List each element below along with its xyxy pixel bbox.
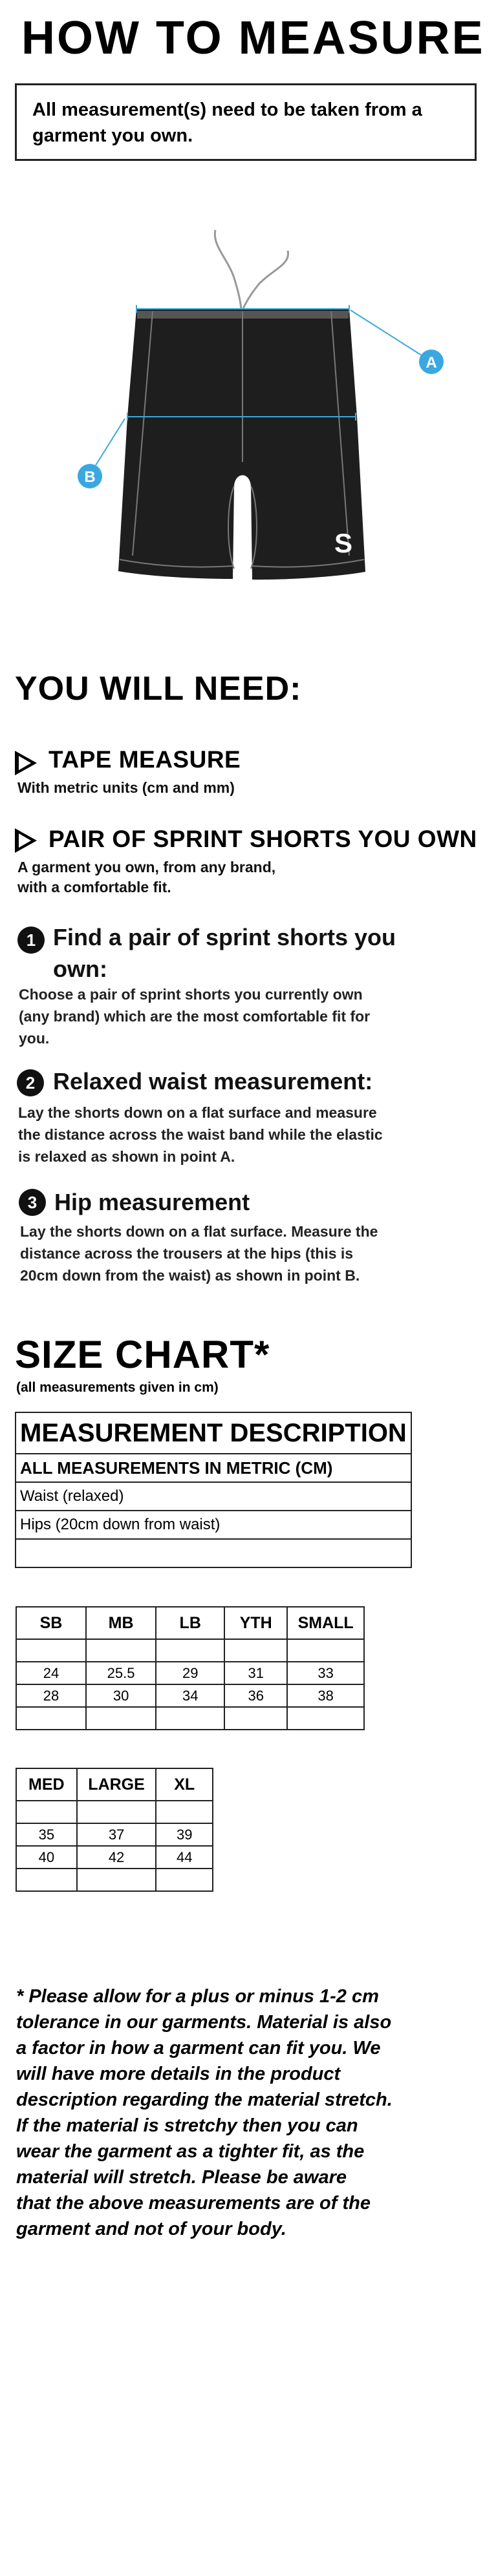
waist-cell: 39 xyxy=(156,1823,213,1846)
notice-line: garment you own. xyxy=(32,125,193,146)
hips-cell: 30 xyxy=(86,1684,156,1707)
size-header-cell: LARGE xyxy=(77,1768,156,1801)
waist-cell: 33 xyxy=(287,1662,364,1684)
empty-cell xyxy=(16,1869,77,1891)
step-number-icon: 2 xyxy=(17,1069,44,1096)
size-header-cell: SB xyxy=(16,1607,86,1639)
disclaimer-line: will have more details in the product xyxy=(16,2064,341,2084)
point-b-label: B xyxy=(84,468,96,486)
hips-cell: 40 xyxy=(16,1846,77,1869)
empty-cell xyxy=(86,1639,156,1662)
point-a-marker xyxy=(419,350,444,374)
hips-cell: 44 xyxy=(156,1846,213,1869)
point-b-marker xyxy=(78,464,102,488)
blank-row xyxy=(16,1639,364,1662)
empty-cell xyxy=(287,1707,364,1730)
step-heading xyxy=(54,1186,250,1218)
step-number-icon: 1 xyxy=(17,927,45,954)
brand-logo: S xyxy=(334,528,353,558)
description-subheader: ALL MEASUREMENTS IN METRIC (CM) xyxy=(16,1454,411,1482)
empty-cell xyxy=(156,1707,224,1730)
disclaimer-line: wear the garment as a tighter fit, as the xyxy=(16,2141,365,2162)
disclaimer-line: garment and not of your body. xyxy=(16,2219,286,2239)
empty-cell xyxy=(224,1707,287,1730)
blank-row xyxy=(16,1801,213,1823)
need-item-heading: PAIR OF SPRINT SHORTS YOU OWN xyxy=(49,826,477,852)
hips-cell: 34 xyxy=(156,1684,224,1707)
point-a-label: A xyxy=(426,354,437,372)
hips-cell: 38 xyxy=(287,1684,364,1707)
size-header-cell: MED xyxy=(16,1768,77,1801)
empty-cell xyxy=(16,1801,77,1823)
notice-box xyxy=(15,83,477,161)
blank-row xyxy=(16,1707,364,1730)
step-heading-line: own: xyxy=(53,956,107,982)
drawstring-icon xyxy=(215,230,288,310)
triangle-bullet-icon xyxy=(15,751,37,775)
step-body-line: Lay the shorts down on a flat surface and measure xyxy=(18,1104,377,1121)
need-item-detail: With metric units (cm and mm) xyxy=(17,779,235,796)
disclaimer-line: tolerance in our garments. Material is also xyxy=(16,2012,392,2033)
hips-row xyxy=(16,1846,213,1869)
hips-cell: 42 xyxy=(77,1846,156,1869)
waist-row xyxy=(16,1662,364,1684)
hips-cell: 36 xyxy=(224,1684,287,1707)
blank-row xyxy=(16,1869,213,1891)
shorts-diagram xyxy=(0,220,496,594)
step-heading-line: Hip measurement xyxy=(54,1189,250,1215)
step-body-line: you. xyxy=(19,1030,50,1047)
empty-cell xyxy=(86,1707,156,1730)
disclaimer-line: material will stretch. Please be aware xyxy=(16,2167,347,2188)
disclaimer-line: If the material is stretchy then you can xyxy=(16,2115,358,2136)
size-chart-heading: SIZE CHART* xyxy=(15,1333,270,1376)
need-item-detail: A garment you own, from any brand, xyxy=(17,859,276,875)
empty-cell xyxy=(77,1801,156,1823)
empty-cell xyxy=(77,1869,156,1891)
step-heading xyxy=(53,1065,372,1097)
step-heading-line: Find a pair of sprint shorts you xyxy=(53,924,396,950)
waist-cell: 31 xyxy=(224,1662,287,1684)
description-row xyxy=(16,1539,411,1567)
size-chart-subtitle: (all measurements given in cm) xyxy=(16,1380,219,1395)
need-item-heading: TAPE MEASURE xyxy=(49,746,241,773)
empty-cell xyxy=(156,1869,213,1891)
size-table xyxy=(16,1606,365,1730)
empty-cell xyxy=(224,1639,287,1662)
size-header-cell: LB xyxy=(156,1607,224,1639)
waist-row xyxy=(16,1823,213,1846)
empty-cell xyxy=(16,1639,86,1662)
size-header-cell: MB xyxy=(86,1607,156,1639)
step-body xyxy=(19,983,370,1049)
step-body-line: the distance across the waist band while the elastic xyxy=(18,1126,383,1143)
waist-cell: 29 xyxy=(156,1662,224,1684)
step-body-line: is relaxed as shown in point A. xyxy=(18,1148,235,1165)
waist-cell: 24 xyxy=(16,1662,86,1684)
step-heading-line: Relaxed waist measurement: xyxy=(53,1068,373,1094)
page-title: HOW TO MEASURE xyxy=(21,12,485,64)
empty-cell xyxy=(156,1639,224,1662)
notice-line: All measurement(s) need to be taken from a xyxy=(32,99,422,120)
size-table xyxy=(16,1768,213,1892)
size-header-cell: YTH xyxy=(224,1607,287,1639)
waist-cell: 37 xyxy=(77,1823,156,1846)
waist-cell: 35 xyxy=(16,1823,77,1846)
hips-cell: 28 xyxy=(16,1684,86,1707)
step-body xyxy=(18,1102,383,1168)
size-header xyxy=(16,1768,213,1801)
description-header: MEASUREMENT DESCRIPTION xyxy=(16,1412,411,1454)
step-body-line: Choose a pair of sprint shorts you currently own xyxy=(19,986,363,1003)
waist-cell: 25.5 xyxy=(86,1662,156,1684)
step-body-line: Lay the shorts down on a flat surface. Measure the xyxy=(20,1223,378,1240)
step-heading xyxy=(53,921,396,985)
disclaimer-line: * Please allow for a plus or minus 1-2 cm xyxy=(16,1986,379,2007)
need-item-detail: with a comfortable fit. xyxy=(17,879,171,895)
step-number-icon: 3 xyxy=(19,1189,46,1216)
empty-cell xyxy=(16,1707,86,1730)
disclaimer-line: description regarding the material stretch. xyxy=(16,2089,393,2110)
size-header xyxy=(16,1607,364,1639)
size-header-cell: SMALL xyxy=(287,1607,364,1639)
measurement-description-table xyxy=(15,1412,412,1568)
empty-cell xyxy=(287,1639,364,1662)
empty-cell xyxy=(156,1801,213,1823)
disclaimer-line: that the above measurements are of the xyxy=(16,2193,371,2214)
step-body xyxy=(20,1220,378,1286)
step-body-line: 20cm down from the waist) as shown in point B. xyxy=(20,1267,360,1284)
you-will-need-heading: YOU WILL NEED: xyxy=(15,670,302,707)
description-row: Hips (20cm down from waist) xyxy=(16,1511,411,1539)
step-body-line: (any brand) which are the most comfortable fit for xyxy=(19,1008,371,1025)
hips-row xyxy=(16,1684,364,1707)
size-header-cell: XL xyxy=(156,1768,213,1801)
description-row: Waist (relaxed) xyxy=(16,1482,411,1511)
disclaimer-line: a factor in how a garment can fit you. We xyxy=(16,2038,381,2058)
step-body-line: distance across the trousers at the hips (this is xyxy=(20,1245,354,1262)
triangle-bullet-icon xyxy=(15,828,37,853)
disclaimer xyxy=(16,1984,393,2242)
